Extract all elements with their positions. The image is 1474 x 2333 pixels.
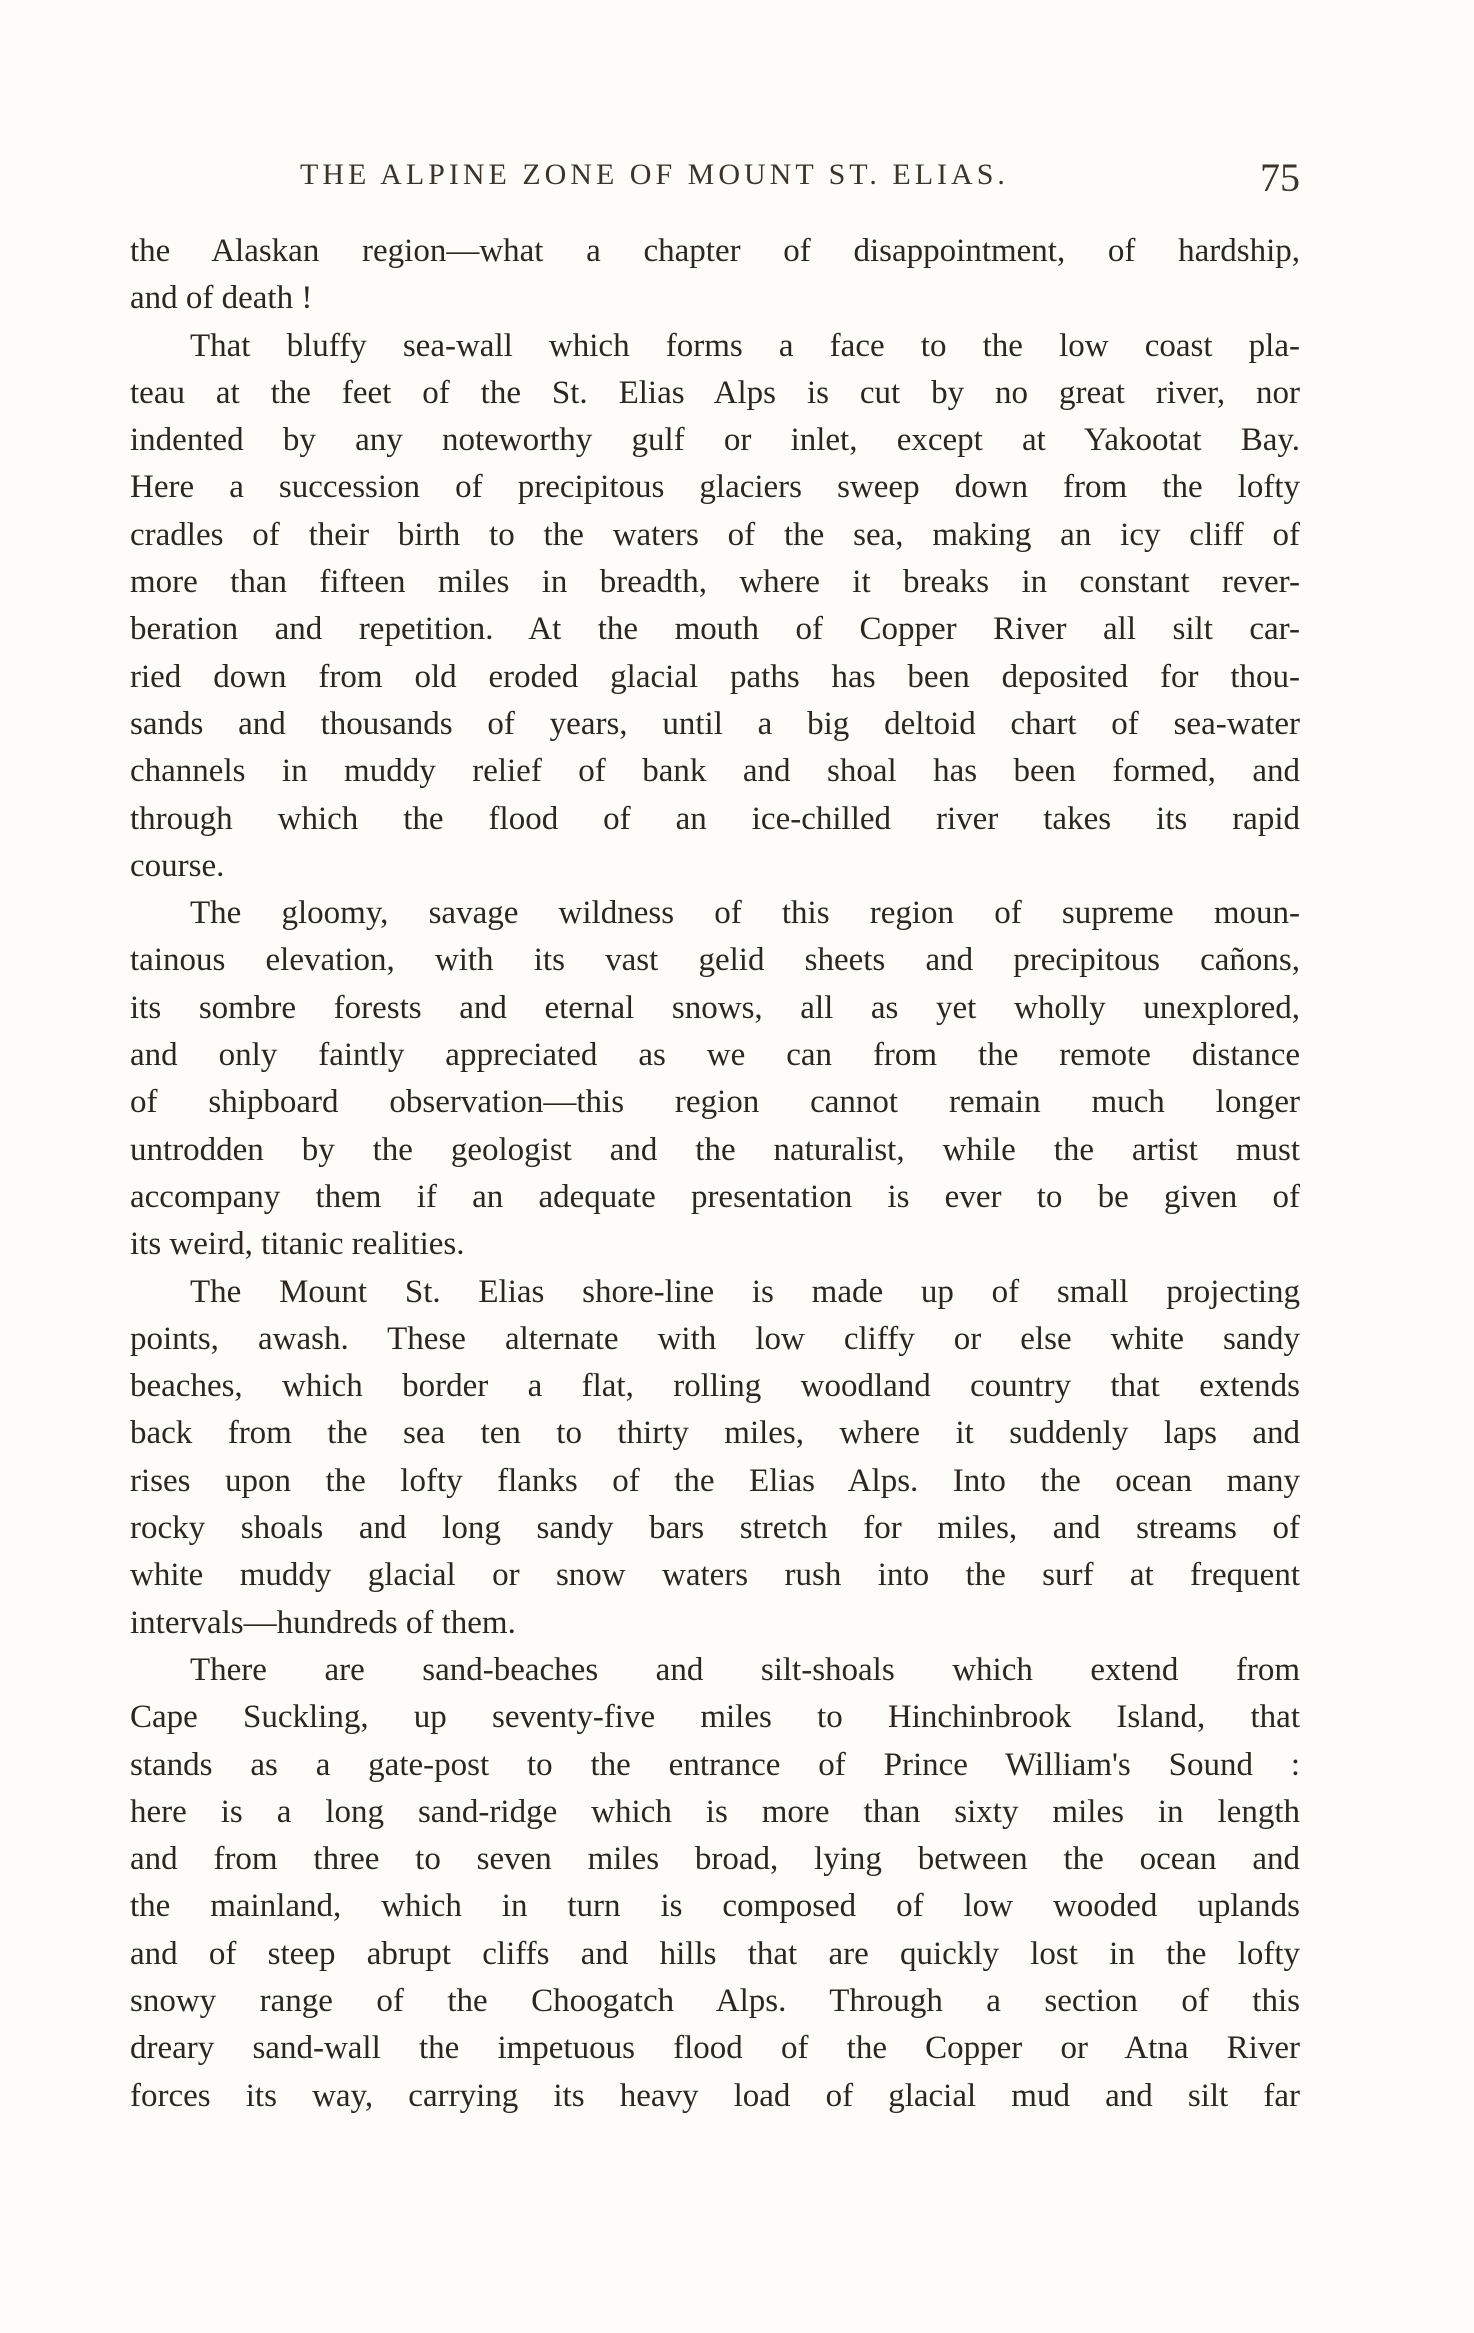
text-line: teau at the feet of the St. Elias Alps is cut by no great river, nor bbox=[130, 374, 1300, 411]
text-line: untrodden by the geologist and the naturalist, while the artist must bbox=[130, 1131, 1300, 1168]
text-line: its weird, titanic realities. bbox=[130, 1226, 465, 1263]
text-line: and from three to seven miles broad, lying between the ocean and bbox=[130, 1841, 1300, 1878]
text-line: sands and thousands of years, until a big deltoid chart of sea-water bbox=[130, 705, 1300, 742]
text-line: stands as a gate-post to the entrance of Prince William's Sound : bbox=[130, 1746, 1300, 1783]
text-line: Here a succession of precipitous glaciers sweep down from the lofty bbox=[130, 469, 1300, 506]
text-line: white muddy glacial or snow waters rush into the surf at frequent bbox=[130, 1557, 1300, 1594]
text-line: and only faintly appreciated as we can from the remote distance bbox=[130, 1037, 1300, 1074]
text-line: forces its way, carrying its heavy load of glacial mud and silt far bbox=[130, 2077, 1300, 2114]
text-line: beration and repetition. At the mouth of Copper River all silt car- bbox=[130, 611, 1300, 648]
text-line: of shipboard observation—this region cannot remain much longer bbox=[130, 1084, 1300, 1121]
text-line: That bluffy sea-wall which forms a face to the low coast pla- bbox=[190, 327, 1300, 364]
text-line: indented by any noteworthy gulf or inlet, except at Yakootat Bay. bbox=[130, 422, 1300, 459]
text-line: the mainland, which in turn is composed of low wooded uplands bbox=[130, 1888, 1300, 1925]
text-line: course. bbox=[130, 847, 225, 884]
text-line: snowy range of the Choogatch Alps. Through a section of this bbox=[130, 1982, 1300, 2019]
page-number: 75 bbox=[1260, 155, 1300, 200]
body-text bbox=[130, 228, 1300, 2120]
text-line: through which the flood of an ice-chilled river takes its rapid bbox=[130, 800, 1300, 837]
text-line: There are sand-beaches and silt-shoals which extend from bbox=[190, 1651, 1300, 1688]
text-line: rises upon the lofty flanks of the Elias Alps. Into the ocean many bbox=[130, 1462, 1300, 1499]
text-line: back from the sea ten to thirty miles, where it suddenly laps and bbox=[130, 1415, 1300, 1452]
running-title: THE ALPINE ZONE OF MOUNT ST. ELIAS. bbox=[300, 158, 1009, 191]
page-header bbox=[130, 155, 1300, 208]
text-line: beaches, which border a flat, rolling woodland country that extends bbox=[130, 1368, 1300, 1405]
text-line: and of death ! bbox=[130, 280, 313, 317]
text-line: channels in muddy relief of bank and shoal has been formed, and bbox=[130, 753, 1300, 790]
text-line: and of steep abrupt cliffs and hills that are quickly lost in the lofty bbox=[130, 1935, 1300, 1972]
text-line: Cape Suckling, up seventy-five miles to Hinchinbrook Island, that bbox=[130, 1699, 1300, 1736]
text-line: rocky shoals and long sandy bars stretch for miles, and streams of bbox=[130, 1510, 1300, 1547]
text-line: cradles of their birth to the waters of the sea, making an icy cliff of bbox=[130, 516, 1300, 553]
text-line: more than fifteen miles in breadth, where it breaks in constant rever- bbox=[130, 564, 1300, 601]
text-line: its sombre forests and eternal snows, all as yet wholly unexplored, bbox=[130, 989, 1300, 1026]
text-line: intervals—hundreds of them. bbox=[130, 1604, 516, 1641]
text-line: dreary sand-wall the impetuous flood of the Copper or Atna River bbox=[130, 2030, 1300, 2067]
text-line: The gloomy, savage wildness of this region of supreme moun- bbox=[190, 895, 1300, 932]
text-line: The Mount St. Elias shore-line is made up of small projecting bbox=[190, 1273, 1300, 1310]
text-line: ried down from old eroded glacial paths has been deposited for thou- bbox=[130, 658, 1300, 695]
text-line: tainous elevation, with its vast gelid sheets and precipitous cañons, bbox=[130, 942, 1300, 979]
text-line: here is a long sand-ridge which is more than sixty miles in length bbox=[130, 1793, 1300, 1830]
text-line: points, awash. These alternate with low cliffy or else white sandy bbox=[130, 1320, 1300, 1357]
text-line: the Alaskan region—what a chapter of disappointment, of hardship, bbox=[130, 233, 1300, 269]
text-line: accompany them if an adequate presentation is ever to be given of bbox=[130, 1178, 1300, 1215]
